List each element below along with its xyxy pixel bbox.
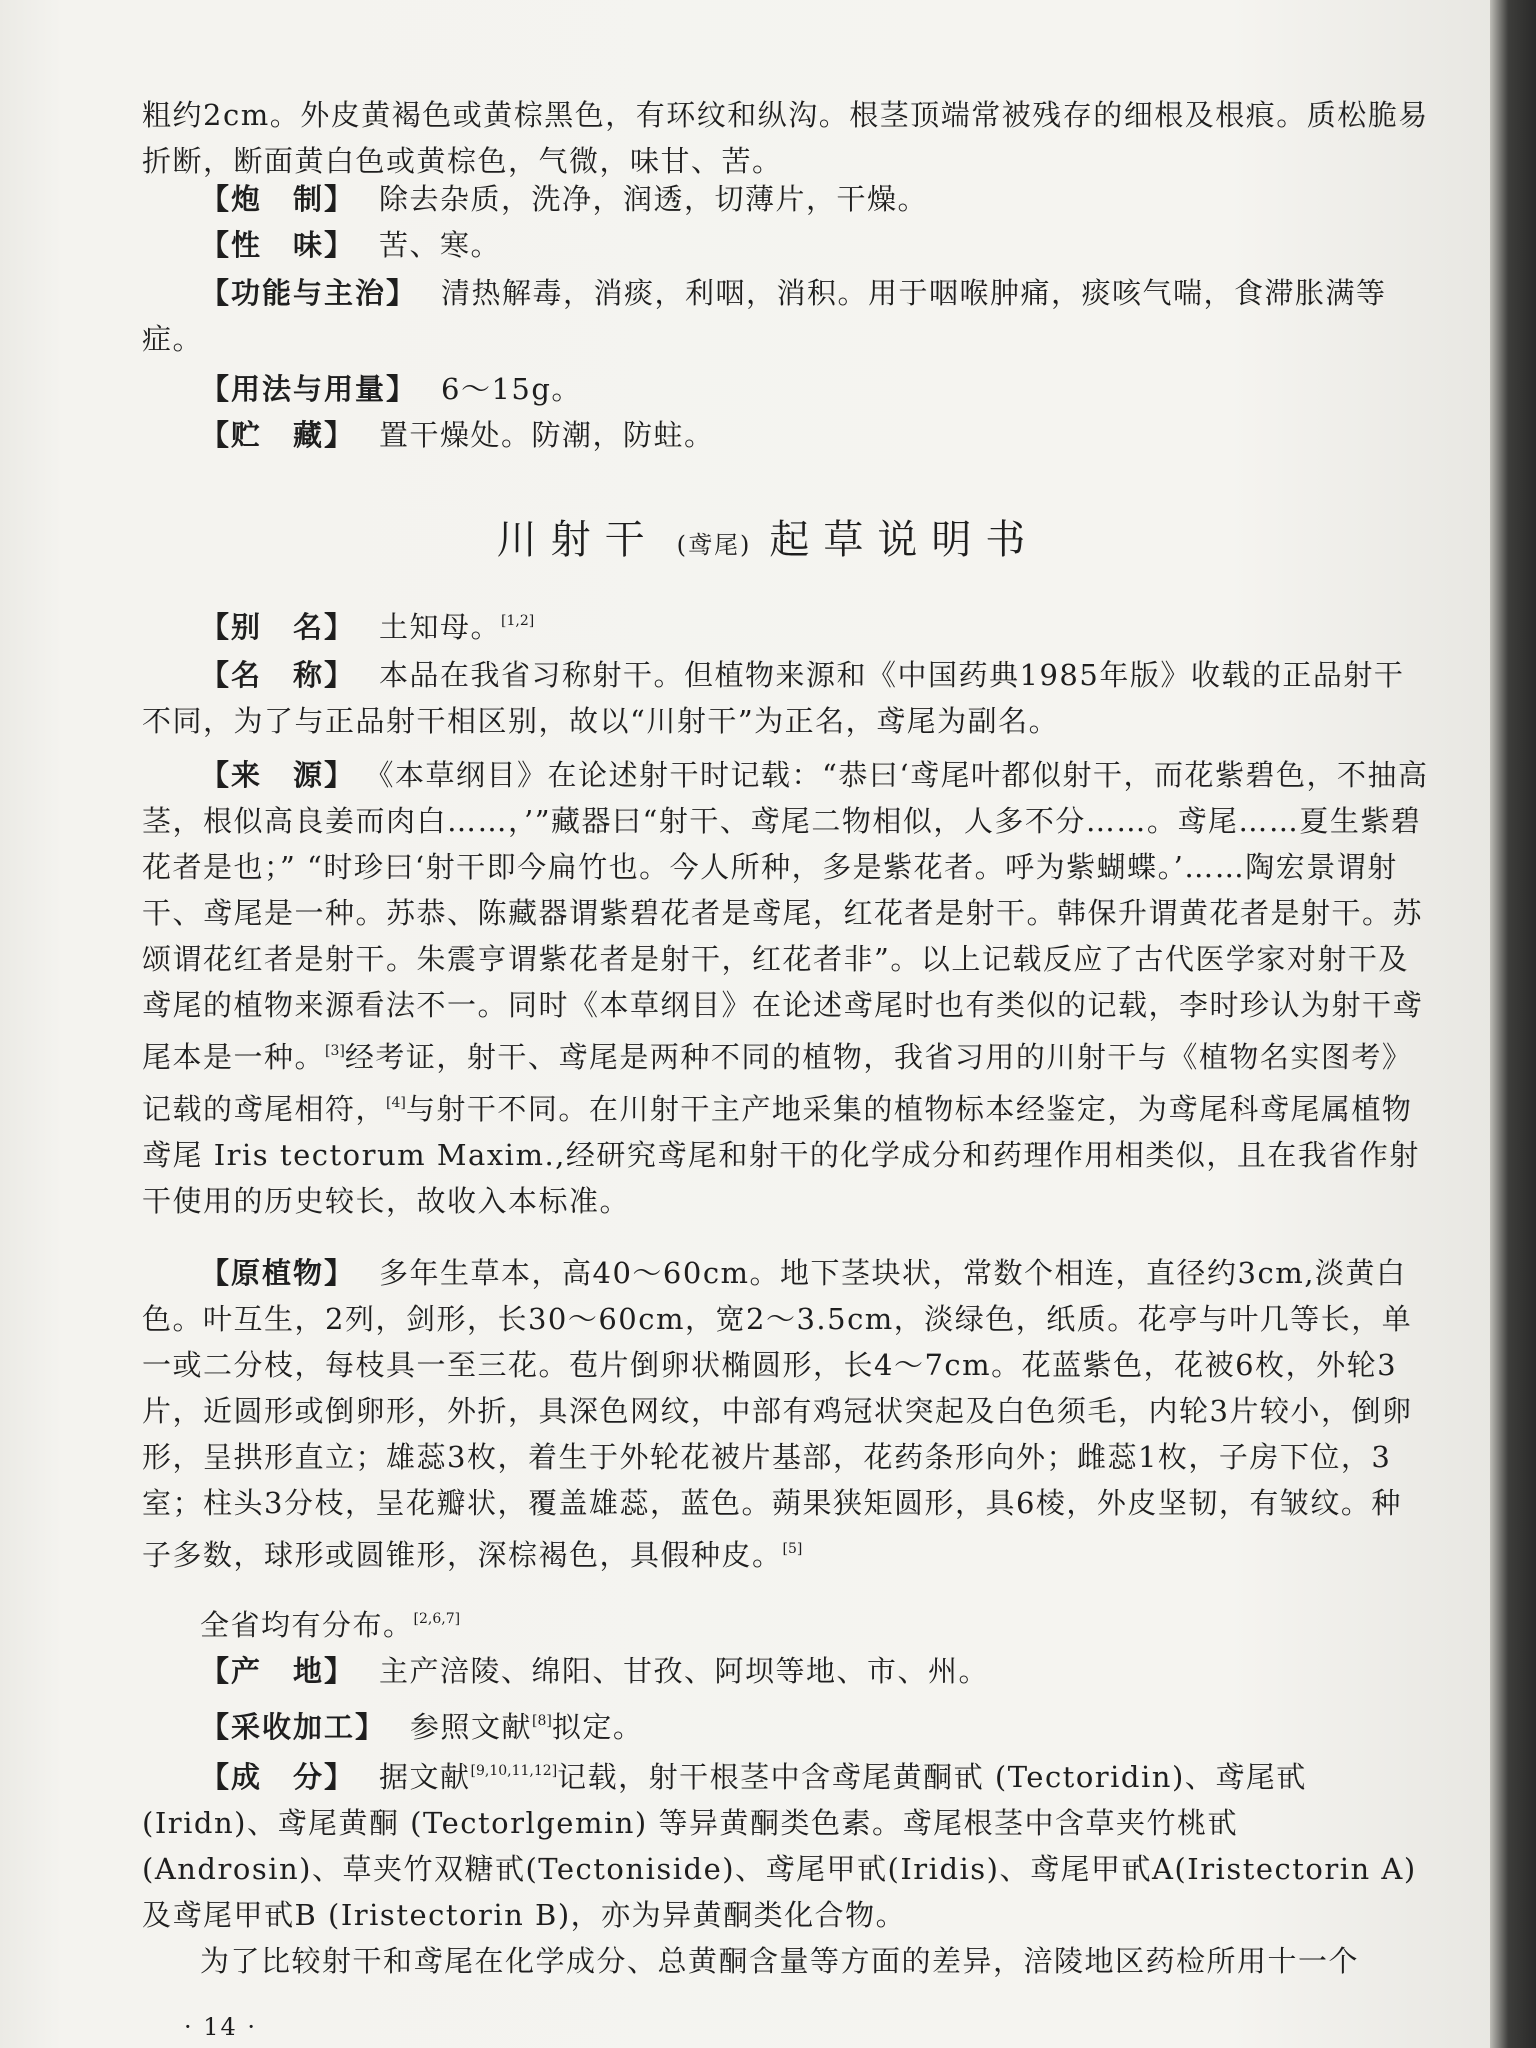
page-number: · 14 · bbox=[184, 2013, 258, 2041]
prev-processing: 【炮 制】 除去杂质，洗净，润透，切薄片，干燥。 bbox=[200, 182, 929, 216]
source-section: 【来 源】 《本草纲目》在论述射干时记载：“恭曰‘鸢尾叶都似射干，而花紫碧色，不抽高茎，根似高良姜而肉白……，’”藏器曰“射干、鸢尾二物相似，人多不分……。鸢尾……夏生紫碧花者是也；” “时珍曰‘射干即今扁竹也。今人所种，多是紫花者。呼为紫蝴蝶。’……陶宏景谓射干、鸢尾是一种。苏恭、陈藏器谓紫碧花者是鸢尾，红花者是射干。韩保升谓黄花者是射干。苏颂谓花红者是射干。朱震亨谓紫花者是射干，红花者非”。以上记载反应了古代医学家对射干及鸢尾的植物来源看法不一。同时《本草纲目》在论述鸢尾时也有类似的记载，李时珍认为射干鸢尾本是一种。[3]经考证，射干、鸢尾是两种不同的植物，我省习用的川射干与《植物名实图考》记载的鸢尾相符，[4]与射干不同。在川射干主产地采集的植物标本经鉴定，为鸢尾科鸢尾属植物鸢尾 Iris tectorum Maxim.,经研究鸢尾和射干的化学成分和药理作用相类似，且在我省作射干使用的历史较长，故收入本标准。 bbox=[142, 758, 1429, 1218]
prev-storage: 【贮 藏】 置干燥处。防潮，防蛀。 bbox=[200, 418, 715, 452]
name-section: 【名 称】 本品在我省习称射干。但植物来源和《中国药典1985年版》收载的正品射干不同，为了与正品射干相区别，故以“川射干”为正名，鸢尾为副名。 bbox=[142, 658, 1405, 738]
distribution-line: 全省均有分布。[2,6,7] bbox=[200, 1608, 461, 1642]
prev-dosage: 【用法与用量】 6～15g。 bbox=[200, 372, 582, 406]
scan-edge bbox=[1490, 0, 1536, 2048]
components-section: 【成 分】 据文献[9,10,11,12]记载，射干根茎中含鸢尾黄酮甙 (Tectoridin)、鸢尾甙 (Iridn)、鸢尾黄酮 (Tectorlgemin) 等异黄酮类色素。鸢尾根茎中含草夹竹桃甙(Androsin)、草夹竹双糖甙(Tectoniside)、鸢尾甲甙(Iridis)、鸢尾甲甙A(Iristectorin A)及鸢尾甲甙B (Iristectorin B)，亦为异黄酮类化合物。 bbox=[142, 1760, 1417, 1932]
prev-function: 【功能与主治】 清热解毒，消痰，利咽，消积。用于咽喉肿痛，痰咳气喘，食滞胀满等症。 bbox=[142, 276, 1387, 356]
origin-section: 【产 地】 主产涪陵、绵阳、甘孜、阿坝等地、市、州。 bbox=[200, 1654, 990, 1688]
plant-section: 【原植物】 多年生草本，高40～60cm。地下茎块状，常数个相连，直径约3cm,淡黄白色。叶互生，2列，剑形，长30～60cm，宽2～3.5cm，淡绿色，纸质。花亭与叶几等长，单一或二分枝，每枝具一至三花。苞片倒卵状椭圆形，长4～7cm。花蓝紫色，花被6枚，外轮3片，近圆形或倒卵形，外折，具深色网纹，中部有鸡冠状突起及白色须毛，内轮3片较小，倒卵形，呈拱形直立；雄蕊3枚，着生于外轮花被片基部，花药条形向外；雌蕊1枚，子房下位，3室；柱头3分枝，呈花瓣状，覆盖雄蕊，蓝色。蒴果狭矩圆形，具6棱，外皮坚韧，有皱纹。种子多数，球形或圆锥形，深棕褐色，具假种皮。[5] bbox=[142, 1256, 1413, 1572]
harvest-section: 【采收加工】 参照文献[8]拟定。 bbox=[200, 1710, 644, 1744]
prev-taste: 【性 味】 苦、寒。 bbox=[200, 228, 502, 262]
document-title: 川射干 (鸢尾) 起草说明书 bbox=[496, 517, 1040, 563]
prev-description: 粗约2cm。外皮黄褐色或黄棕黑色，有环纹和纵沟。根茎顶端常被残存的细根及根痕。质松脆易折断，断面黄白色或黄棕色，气微，味甘、苦。 bbox=[142, 98, 1429, 178]
alias-section: 【别 名】 土知母。[1,2] bbox=[200, 610, 535, 644]
last-line: 为了比较射干和鸢尾在化学成分、总黄酮含量等方面的差异，涪陵地区药检所用十一个 bbox=[200, 1944, 1360, 1978]
